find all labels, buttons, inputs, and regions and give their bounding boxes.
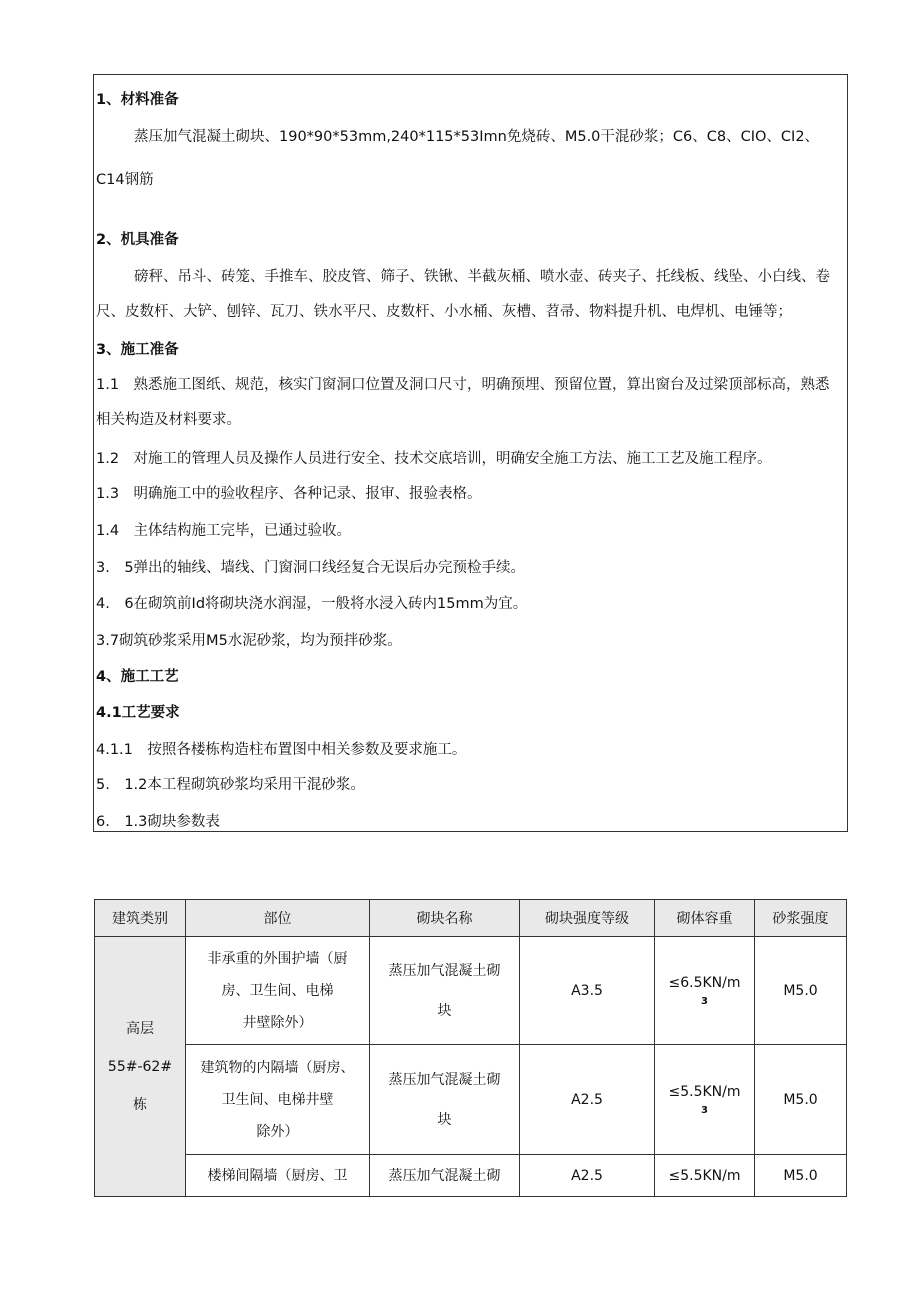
- header-strength-grade: 砌块强度等级: [520, 900, 655, 937]
- header-block-name: 砌块名称: [370, 900, 520, 937]
- part-line: 建筑物的内隔墙（厨房、: [200, 1059, 355, 1076]
- part-cell: [186, 937, 370, 1045]
- density-cell: [655, 937, 755, 1045]
- table-row: [95, 1045, 847, 1155]
- block-parameter-table: [94, 899, 847, 1197]
- section-2-title: 2、机具准备: [96, 232, 179, 248]
- block-name-line: 块: [437, 1111, 452, 1128]
- section-3-item-7: 3.7砌筑砂浆采用M5水泥砂浆，均为预拌砂浆。: [96, 633, 402, 649]
- block-name-cell: [370, 937, 520, 1045]
- part-cell: [186, 1045, 370, 1155]
- part-line: 除外）: [256, 1123, 299, 1140]
- grade-cell: A2.5: [520, 1155, 655, 1197]
- grade-cell: A3.5: [520, 937, 655, 1045]
- section-1-title: 1、材料准备: [96, 92, 179, 108]
- block-name-line: 块: [437, 1002, 452, 1019]
- section-2-text: 磅秤、吊斗、砖笼、手推车、胶皮管、筛子、铁锹、半截灰桶、喷水壶、砖夹子、托线板、线坠、小白线、卷: [134, 269, 830, 285]
- part-line: 卫生间、电梯井壁: [221, 1091, 334, 1108]
- section-3-item-1-cont: 相关构造及材料要求。: [96, 412, 241, 428]
- header-density: 砌体容重: [655, 900, 755, 937]
- section-3-title: 3、施工准备: [96, 342, 179, 358]
- block-name-line: 蒸压加气混凝土砌: [388, 1071, 501, 1088]
- part-line: 房、卫生间、电梯: [221, 982, 334, 999]
- section-2-text-cont: 尺、皮数杆、大铲、刨锌、瓦刀、铁水平尺、皮数杆、小水桶、灰槽、苕帚、物料提升机、电焊机、电锤等；: [96, 304, 792, 320]
- density-cell: ≤5.5KN/m: [655, 1155, 755, 1197]
- category-line: 栋: [133, 1096, 147, 1113]
- density-exponent: 3: [701, 1104, 708, 1116]
- header-mortar-strength: 砂浆强度: [755, 900, 847, 937]
- section-3-item-3: 1.3 明确施工中的验收程序、各种记录、报审、报验表格。: [96, 486, 482, 502]
- density-value: ≤5.5KN/m: [668, 1083, 741, 1100]
- part-cell: [186, 1155, 370, 1197]
- category-line: 高层: [126, 1020, 154, 1037]
- section-4-item-1: 4.1.1 按照各楼栋构造柱布置图中相关参数及要求施工。: [96, 742, 467, 758]
- section-3-item-5: 3. 5弹出的轴线、墙线、门窗洞口线经复合无误后办完预检手续。: [96, 560, 526, 576]
- density-exponent: 3: [701, 995, 708, 1007]
- section-4-title: 4、施工工艺: [96, 669, 179, 685]
- block-name-cell: [370, 1045, 520, 1155]
- table-row: [95, 1155, 847, 1197]
- part-line: 井壁除外）: [242, 1014, 313, 1031]
- section-1-text: 蒸压加气混凝土砌块、190*90*53mm,240*115*53Imn免烧砖、M5.0干混砂浆；C6、C8、CIO、CI2、: [134, 129, 820, 145]
- header-location: 部位: [186, 900, 370, 937]
- grade-cell: A2.5: [520, 1045, 655, 1155]
- header-building-type: 建筑类别: [95, 900, 186, 937]
- section-4-item-3: 6. 1.3砌块参数表: [96, 814, 220, 830]
- section-1-text-cont: C14钢筋: [96, 172, 154, 188]
- section-3-item-4: 1.4 主体结构施工完毕，已通过验收。: [96, 523, 352, 539]
- section-3-item-2: 1.2 对施工的管理人员及操作人员进行安全、技术交底培训，明确安全施工方法、施工工艺及施工程序。: [96, 451, 772, 467]
- section-3-item-1: 1.1 熟悉施工图纸、规范，核实门窗洞口位置及洞口尺寸，明确预埋、预留位置，算出窗台及过梁顶部标高，熟悉: [96, 377, 830, 393]
- block-name-line: 蒸压加气混凝土砌: [388, 962, 501, 979]
- building-category-cell: [95, 937, 186, 1197]
- section-4-subtitle: 4.1工艺要求: [96, 705, 180, 721]
- mortar-cell: M5.0: [755, 1155, 847, 1197]
- block-name-line: 蒸压加气混凝土砌: [388, 1167, 501, 1184]
- category-line: 55#-62#: [107, 1058, 173, 1075]
- part-line: 楼梯间隔墙（厨房、卫: [207, 1167, 348, 1184]
- density-cell: [655, 1045, 755, 1155]
- part-line: 非承重的外围护墙（厨: [207, 950, 348, 967]
- section-4-item-2: 5. 1.2本工程砌筑砂浆均采用干混砂浆。: [96, 777, 365, 793]
- block-name-cell: [370, 1155, 520, 1197]
- section-3-item-6: 4. 6在砌筑前Id将砌块浇水润湿，一般将水浸入砖内15mm为宜。: [96, 596, 528, 612]
- table-row: [95, 937, 847, 1045]
- table-header-row: [95, 900, 847, 937]
- density-value: ≤6.5KN/m: [668, 974, 741, 991]
- mortar-cell: M5.0: [755, 1045, 847, 1155]
- mortar-cell: M5.0: [755, 937, 847, 1045]
